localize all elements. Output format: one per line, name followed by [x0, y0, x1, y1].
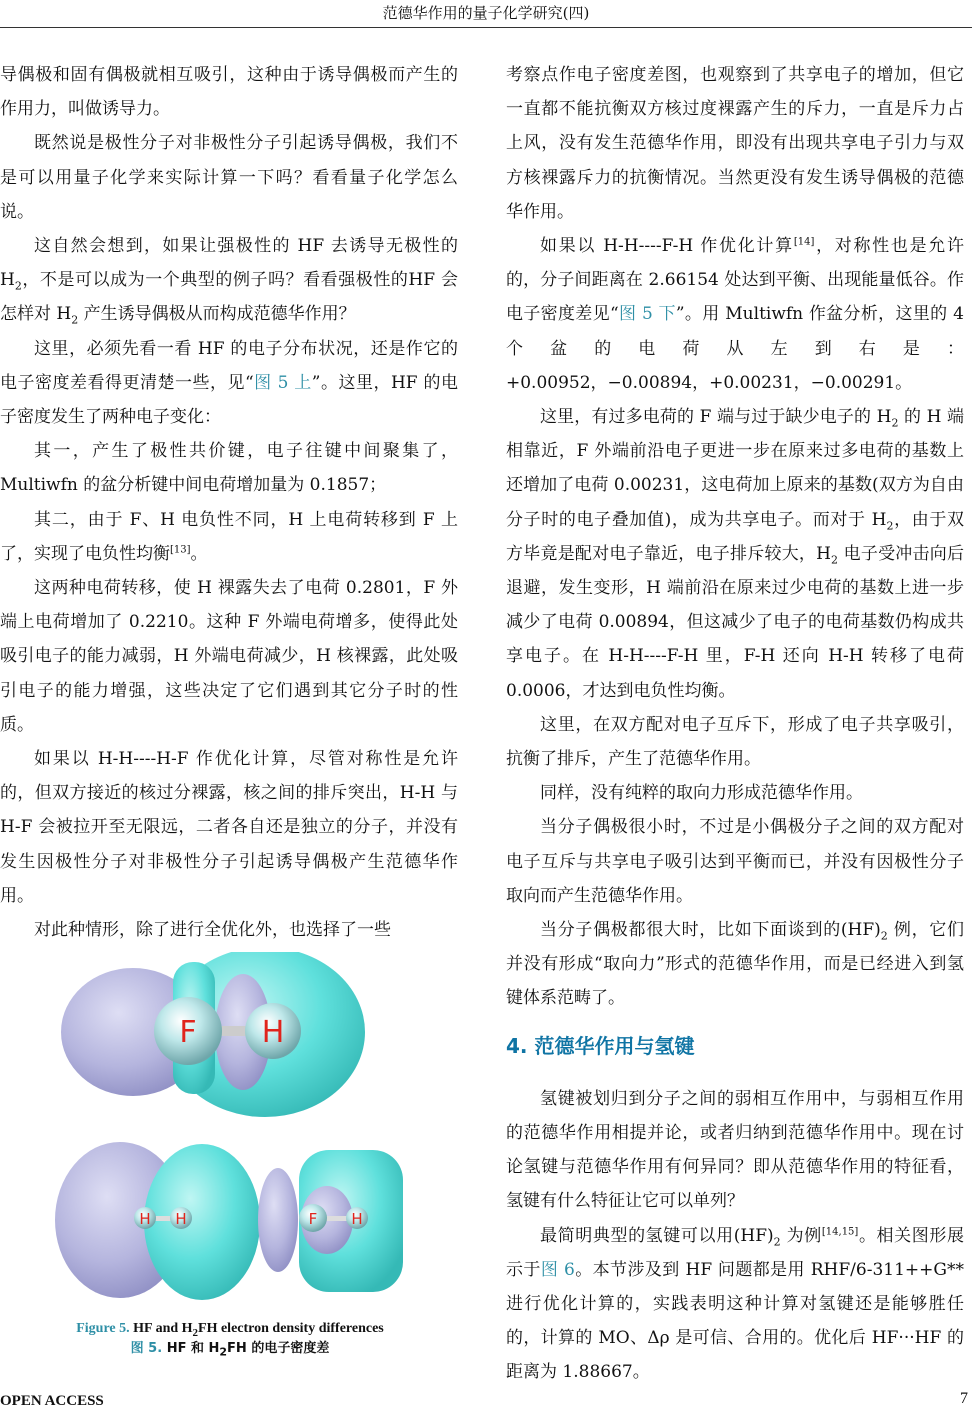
figure-5-bottom-link[interactable]: 图 5 下 — [618, 304, 676, 325]
paragraph-text: 。 — [190, 543, 208, 564]
citation-13[interactable]: [13] — [170, 544, 191, 556]
atom-label: H — [351, 1210, 363, 1228]
caption-text: FH 的电子密度差 — [227, 1341, 330, 1356]
paragraph — [0, 742, 458, 913]
paragraph-text: 产生诱导偶极从而构成范德华作用？ — [78, 304, 356, 325]
running-header: 范德华作用的量子化学研究(四) — [382, 4, 590, 22]
paragraph — [0, 571, 458, 742]
paragraph-text: 当分子偶极都很大时，比如下面谈到的(HF) — [540, 920, 881, 941]
page-number: 7 — [960, 1390, 968, 1407]
paragraph-text: 如果以 H-H----H-F 作优化计算，尽管对称性是允许的，但双方接近的核过分裸露，核之间的排斥突出，H-H 与 H-F 会被拉开至无限远，二者各自还是独立的分子，并没有发生因极性分子对非极性分子引起诱导偶极产生范德华作用。 — [0, 749, 458, 906]
caption-text: HF 和 H — [162, 1341, 220, 1356]
paragraph — [506, 1082, 964, 1219]
subscript: 2 — [14, 279, 22, 293]
paragraph-text: 对此种情形，除了进行全优化外，也选择了一些 — [34, 920, 391, 941]
figure-5-top-link[interactable]: 图 5 上 — [253, 372, 312, 393]
atom-label: H — [175, 1210, 187, 1228]
subscript: 2 — [71, 313, 79, 327]
paragraph — [506, 776, 964, 810]
paragraph-text: 例，它们并没有形成“取向力”形式的范德华作用，而是已经进入到氢键体系范畴了。 — [506, 920, 965, 1009]
paragraph — [0, 229, 458, 332]
h2fh-density-bottom — [55, 1142, 403, 1300]
citation-14-15[interactable]: [14,15] — [821, 1225, 859, 1237]
subscript: 2 — [880, 929, 888, 943]
header-rule — [0, 27, 972, 28]
atom-label: F — [179, 1015, 197, 1050]
atom-label: H — [261, 1015, 285, 1050]
section-heading: 4. 范德华作用与氢键 — [506, 1033, 695, 1058]
paragraph — [506, 1219, 964, 1390]
paragraph-text: 这里，必须先看一看 HF 的电子分布状况，还是作它的电子密度差看得更清楚一些，见“ — [0, 338, 458, 393]
paragraph — [506, 229, 964, 400]
paragraph-text: ，不是可以成为一个典型的例子吗？看看强极性的HF 会怎样对 H — [0, 270, 458, 325]
paragraph-text: 如果以 H-H----F-H 作优化计算 — [540, 236, 794, 257]
paragraph-text: 最简明典型的氢键可以用(HF) — [540, 1225, 774, 1246]
caption-text: HF and H — [129, 1321, 193, 1336]
subscript: 2 — [219, 1345, 228, 1359]
paragraph-text: ”。这里，HF 的电子密度发生了两种电子变化： — [0, 372, 458, 428]
subscript: 2 — [886, 519, 894, 533]
subscript: 2 — [192, 1326, 199, 1339]
footer-open-access: OPEN ACCESS — [0, 1393, 104, 1409]
paragraph-text: 电子受冲击向后退避，发生变形，H 端前沿在原来过少电荷的基数上进一步减少了电荷 0.00894，但这减少了电子的电荷基数仍构成共享电子。在 H-H----F-H 里，F-H 还向 H-H 转移了电荷 0.0006，才达到电负性均衡。 — [506, 543, 965, 701]
figure-6-link[interactable]: 图 6 — [540, 1259, 575, 1280]
paragraph-text: 同样，没有纯粹的取向力形成范德华作用。 — [540, 783, 863, 804]
paragraph-text: 考察点作电子密度差图，也观察到了共享电子的增加，但它一直都不能抗衡双方核过度裸露产生的斥力，一直是斥力占上风，没有发生范德华作用，即没有出现共享电子引力与双方核裸露斥力的抗衡情况。当然更没有发生诱导偶极的范德华作用。 — [506, 65, 964, 222]
lavender-lobe — [258, 1168, 298, 1272]
subscript: 2 — [891, 416, 899, 430]
paragraph-text: 的 H 端相靠近，F 外端前沿电子更进一步在原来过多电荷的基数上还增加了电荷 0.00231，这电荷加上原来的基数(双方为自由分子时的电子叠加值)，成为共享电子。而对于 H — [506, 407, 964, 530]
paragraph — [506, 58, 964, 229]
figure-caption-english — [0, 1319, 460, 1339]
paragraph — [506, 708, 964, 776]
subscript: 2 — [830, 553, 838, 567]
atom-label: F — [308, 1210, 318, 1228]
paragraph — [506, 913, 964, 1016]
paragraph-text: 氢键被划归到分子之间的弱相互作用中，与弱相互作用的范德华作用相提并论，或者归纳到范德华作用中。现在讨论氢键与范德华作用有何异同？即从范德华作用的特征看，氢键有什么特征让它可以单列？ — [506, 1088, 964, 1212]
paragraph — [0, 913, 458, 947]
paragraph-text: 。相关图形展示于 — [506, 1225, 965, 1280]
paragraph-text: 导偶极和固有偶极就相互吸引，这种由于诱导偶极而产生的作用力，叫做诱导力。 — [0, 65, 458, 120]
paragraph — [0, 434, 458, 502]
paragraph — [0, 503, 458, 571]
paragraph-text: 这自然会想到，如果让强极性的 HF 去诱导无极性的 H — [0, 236, 458, 291]
caption-text: FH electron density differences — [198, 1321, 384, 1336]
paragraph-text: 为例 — [780, 1225, 822, 1246]
paragraph-text: 这里，在双方配对电子互斥下，形成了电子共享吸引，抗衡了排斥，产生了范德华作用。 — [506, 714, 964, 770]
paragraph-text: 这两种电荷转移，使 H 裸露失去了电荷 0.2801，F 外端上电荷增加了 0.2210。这种 F 外端电荷增多，使得此处吸引电子的能力减弱，H 外端电荷减少，H 核裸露，此处吸引电子的能力增强，这些决定了它们遇到其它分子时的性质。 — [0, 578, 458, 735]
paragraph — [0, 126, 458, 229]
electron-density-figure — [55, 952, 415, 1312]
paragraph-text: 。本节涉及到 HF 问题都是用 RHF/6-311++G**进行优化计算的，实践表明这种计算对氢键还是能够胜任的，计算的 MO、Δρ 是可信、合用的。优化后 HF···HF 的距离为 1.88667。 — [506, 1259, 964, 1383]
paragraph — [0, 332, 458, 435]
right-column — [506, 58, 964, 1390]
paragraph — [0, 58, 458, 126]
paragraph-text: 既然说是极性分子对非极性分子引起诱导偶极，我们不是可以用量子化学来实际计算一下吗？看看量子化学怎么说。 — [0, 133, 458, 222]
paragraph-text: ”。用 Multiwfn 作盆分析，这里的 4 个盆的电荷从左到右是：+0.00952，−0.00894，+0.00231，−0.00291。 — [506, 304, 964, 393]
hf-density-top — [61, 952, 365, 1117]
left-column — [0, 58, 458, 947]
atom-label: H — [139, 1210, 151, 1228]
paragraph-text: 其一，产生了极性共价键，电子往键中间聚集了，Multiwfn 的盆分析键中间电荷增加量为 0.1857； — [0, 441, 458, 496]
caption-label: Figure 5. — [76, 1321, 130, 1336]
caption-label: 图 5. — [130, 1341, 163, 1356]
paragraph-text: 这里，有过多电荷的 F 端与过于缺少电子的 H — [540, 407, 892, 428]
paragraph — [506, 810, 964, 913]
paragraph-text: ，对称性也是允许的，分子间距离在 2.66154 处达到平衡、出现能量低谷。作电子密度差见“ — [506, 236, 964, 325]
paragraph-text: 其二，由于 F、H 电负性不同，H 上电荷转移到 F 上了，实现了电负性均衡 — [0, 509, 458, 564]
figure-caption-chinese — [0, 1339, 460, 1359]
paragraph-text: ，由于双方毕竟是配对电子靠近，电子排斥较大，H — [506, 509, 964, 564]
citation-14[interactable]: [14] — [793, 236, 815, 248]
paragraph-text: 当分子偶极很小时，不过是小偶极分子之间的双方配对电子互斥与共享电子吸引达到平衡而已，并没有因极性分子取向而产生范德华作用。 — [506, 817, 964, 906]
paragraph — [506, 400, 964, 708]
subscript: 2 — [773, 1234, 781, 1248]
cyan-lobe — [144, 1144, 260, 1300]
figure-5 — [55, 952, 415, 1312]
